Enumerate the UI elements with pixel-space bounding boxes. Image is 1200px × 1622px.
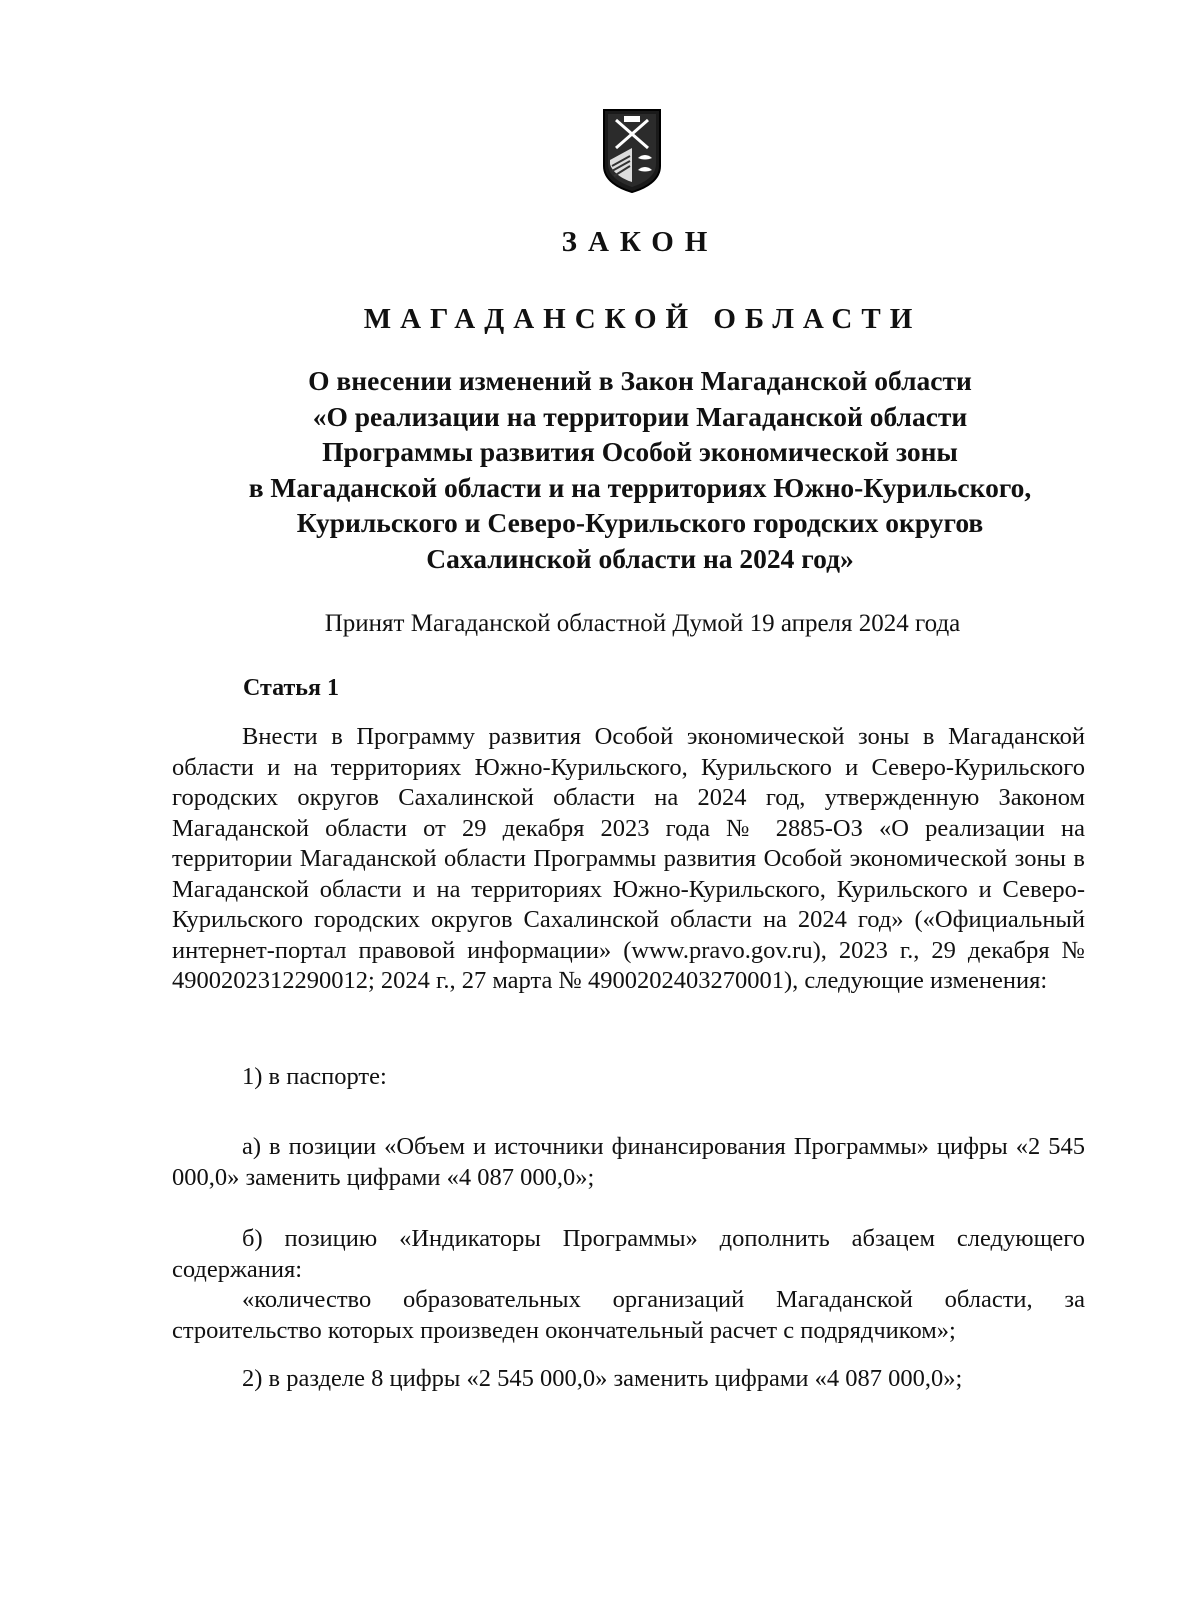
title-line: в Магаданской области и на территориях Южно-Курильского, [248, 471, 1032, 503]
item-b-quote-paragraph: «количество образовательных организаций Магаданской области, за строительство которых произведен окончательный расчет с подрядчиком»; [172, 1286, 1085, 1344]
region-heading: МАГАДАНСКОЙ ОБЛАСТИ [363, 303, 922, 335]
item-b-block [172, 1224, 1085, 1346]
title-line: О внесении изменений в Закон Магаданской области [308, 365, 972, 396]
title-line: Курильского и Северо-Курильского городских округов [296, 507, 984, 538]
item-b-paragraph: б) позицию «Индикаторы Программы» дополнить абзацем следующего содержания: [172, 1225, 1085, 1283]
article-main-paragraph: Внести в Программу развития Особой экономической зоны в Магаданской области и на территориях Южно-Курильского, Курильского и Северо-Курильского городских округов Сахалинской области на 2024 год, утвержденную Законом Магаданской области от 29 декабря 2023 года № 2885-ОЗ «О реализации на территории Магаданской области Программы развития Особой экономической зоны в Магаданской области и на территориях Южно-Курильского, Курильского и Северо-Курильского городских округов Сахалинской области на 2024 год» («Официальный интернет-портал правовой информации» (www.pravo.gov.ru), 2023 г., 29 декабря № 4900202312290012; 2024 г., 27 марта № 4900202403270001), следующие изменения: [172, 723, 1085, 994]
document-type-heading: ЗАКОН [561, 226, 719, 258]
title-line: Сахалинской области на 2024 год» [426, 542, 854, 574]
item-a-paragraph: а) в позиции «Объем и источники финансирования Программы» цифры «2 545 000,0» заменить цифрами «4 087 000,0»; [172, 1133, 1085, 1191]
item-2-paragraph: 2) в разделе 8 цифры «2 545 000,0» заменить цифрами «4 087 000,0»; [242, 1365, 963, 1392]
title-line: Программы развития Особой экономической зоны [322, 436, 958, 467]
adoption-note: Принят Магаданской областной Думой 19 апреля 2024 года [324, 610, 961, 637]
item-1-paragraph: 1) в паспорте: [242, 1063, 387, 1090]
article-heading: Статья 1 [243, 675, 339, 701]
law-title [150, 363, 1130, 576]
coat-of-arms-magadan-icon [602, 108, 662, 194]
title-line: «О реализации на территории Магаданской области [312, 400, 968, 432]
